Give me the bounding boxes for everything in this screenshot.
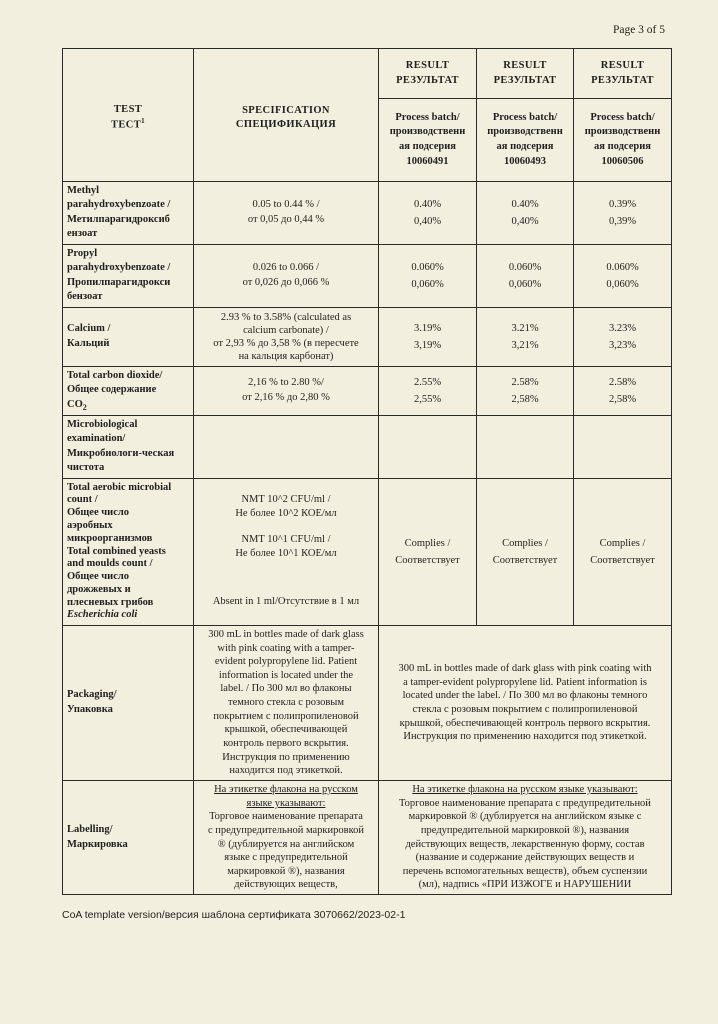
spec-methyl: 0.05 to 0.44 % / от 0,05 до 0,44 % bbox=[194, 182, 379, 245]
result-micro-counts-3: Complies / Соответствует bbox=[574, 478, 672, 625]
result-micro-1 bbox=[379, 415, 477, 478]
result-propyl-1: 0.060% 0,060% bbox=[379, 244, 477, 307]
page-number: Page 3 of 5 bbox=[612, 24, 665, 36]
result-calcium-1: 3.19% 3,19% bbox=[379, 307, 477, 366]
header-specification: SPECIFICATION СПЕЦИФИКАЦИЯ bbox=[194, 49, 379, 182]
result-calcium-2: 3.21% 3,21% bbox=[477, 307, 574, 366]
header-test: TEST ТЕСТ$^1$ bbox=[63, 49, 194, 182]
row-methyl bbox=[63, 182, 672, 245]
test-labelling: Labelling/ Маркировка bbox=[63, 780, 194, 894]
spec-calcium: 2.93 % to 3.58% (calculated as calcium carbonate) / от 2,93 % до 3,58 % (в пересчете на кальция карбонат) bbox=[194, 307, 379, 366]
test-carbon-dioxide: Total carbon dioxide/ Общее содержание $CO_2$ bbox=[63, 366, 194, 415]
spec-microbial-counts: NMT 10^2 CFU/ml / Не более 10^2 КОЕ/мл NMT 10^1 CFU/ml / Не более 10^1 КОЕ/мл Absent in 1 ml/Отсутствие в 1 мл bbox=[194, 478, 379, 625]
row-microbiological bbox=[63, 415, 672, 478]
test-calcium: Calcium / Кальций bbox=[63, 307, 194, 366]
test-packaging: Packaging/ Упаковка bbox=[63, 625, 194, 780]
batch-cell-1: Process batch/ производственн ая подсерия 10060491 bbox=[379, 99, 477, 182]
batch-cell-3: Process batch/ производственн ая подсерия 10060506 bbox=[574, 99, 672, 182]
coa-results-table bbox=[62, 48, 672, 895]
result-calcium-3: 3.23% 3,23% bbox=[574, 307, 672, 366]
test-methyl: Methyl parahydroxybenzoate / Метилпарагидроксиб ензоат bbox=[63, 182, 194, 245]
result-co2-3: 2.58% 2,58% bbox=[574, 366, 672, 415]
batch-cell-2: Process batch/ производственн ая подсерия 10060493 bbox=[477, 99, 574, 182]
row-calcium bbox=[63, 307, 672, 366]
spec-packaging: 300 mL in bottles made of dark glass with pink coating with a tamper- evident polypropylene lid. Patient information is located under the label. / По 300 мл во флаконы темного стекла с розовым покрытием с полипропиленовой крышкой, обеспечивающей контроль первого вскрытия. Инструкция по применению находится под этикеткой. bbox=[194, 625, 379, 780]
footer-template-version: CoA template version/версия шаблона сертификата 3070662/2023-02-1 bbox=[62, 909, 406, 921]
result-propyl-2: 0.060% 0,060% bbox=[477, 244, 574, 307]
header-result-3: RESULT РЕЗУЛЬТАТ bbox=[574, 49, 672, 99]
spec-labelling: На этикетке флакона на русском языке указывают: Торговое наименование препарата с предупредительной маркировкой ® (дублируется на английском языке с предупредительной маркировкой ®), названия действующих веществ, bbox=[194, 780, 379, 894]
result-methyl-3: 0.39% 0,39% bbox=[574, 182, 672, 245]
result-co2-2: 2.58% 2,58% bbox=[477, 366, 574, 415]
row-microbial-counts bbox=[63, 478, 672, 625]
row-packaging bbox=[63, 625, 672, 780]
result-methyl-1: 0.40% 0,40% bbox=[379, 182, 477, 245]
result-labelling: На этикетке флакона на русском языке указывают: Торговое наименование препарата с предупредительной маркировкой ® (дублируется на английском языке с предупредительной маркировкой ®), названия действующих веществ, лекарственную форму, состав (название и содержание действующих веществ и перечень вспомогательных веществ), объем суспензии (мл), надпись «ПРИ ИЗЖОГЕ и НАРУШЕНИИ bbox=[379, 780, 672, 894]
result-methyl-2: 0.40% 0,40% bbox=[477, 182, 574, 245]
spec-propyl: 0.026 to 0.066 / от 0,026 до 0,066 % bbox=[194, 244, 379, 307]
spec-carbon-dioxide: 2,16 % to 2.80 %/ от 2,16 % до 2,80 % bbox=[194, 366, 379, 415]
header-row bbox=[63, 49, 672, 99]
result-micro-counts-2: Complies / Соответствует bbox=[477, 478, 574, 625]
result-micro-counts-1: Complies / Соответствует bbox=[379, 478, 477, 625]
row-carbon-dioxide bbox=[63, 366, 672, 415]
row-labelling bbox=[63, 780, 672, 894]
header-result-1: RESULT РЕЗУЛЬТАТ bbox=[379, 49, 477, 99]
result-micro-3 bbox=[574, 415, 672, 478]
result-co2-1: 2.55% 2,55% bbox=[379, 366, 477, 415]
test-microbial-counts: Total aerobic microbial count / Общее число аэробных микроорганизмов Total combined yeasts and moulds count / Общее число дрожжевых и плесневых грибов Escherichia coli bbox=[63, 478, 194, 625]
result-propyl-3: 0.060% 0,060% bbox=[574, 244, 672, 307]
row-propyl bbox=[63, 244, 672, 307]
test-microbiological: Microbiological examination/ Микробиологи-ческая чистота bbox=[63, 415, 194, 478]
header-result-2: RESULT РЕЗУЛЬТАТ bbox=[477, 49, 574, 99]
test-propyl: Propyl parahydroxybenzoate / Пропилпарагидрокси бензоат bbox=[63, 244, 194, 307]
spec-microbiological bbox=[194, 415, 379, 478]
result-micro-2 bbox=[477, 415, 574, 478]
result-packaging: 300 mL in bottles made of dark glass with pink coating with a tamper-evident polypropylene lid. Patient information is located under the label. / По 300 мл во флаконы темного стекла с розовым покрытием с полипропиленовой крышкой, обеспечивающей контроль первого вскрытия. Инструкция по применению находится под этикеткой. bbox=[379, 625, 672, 780]
